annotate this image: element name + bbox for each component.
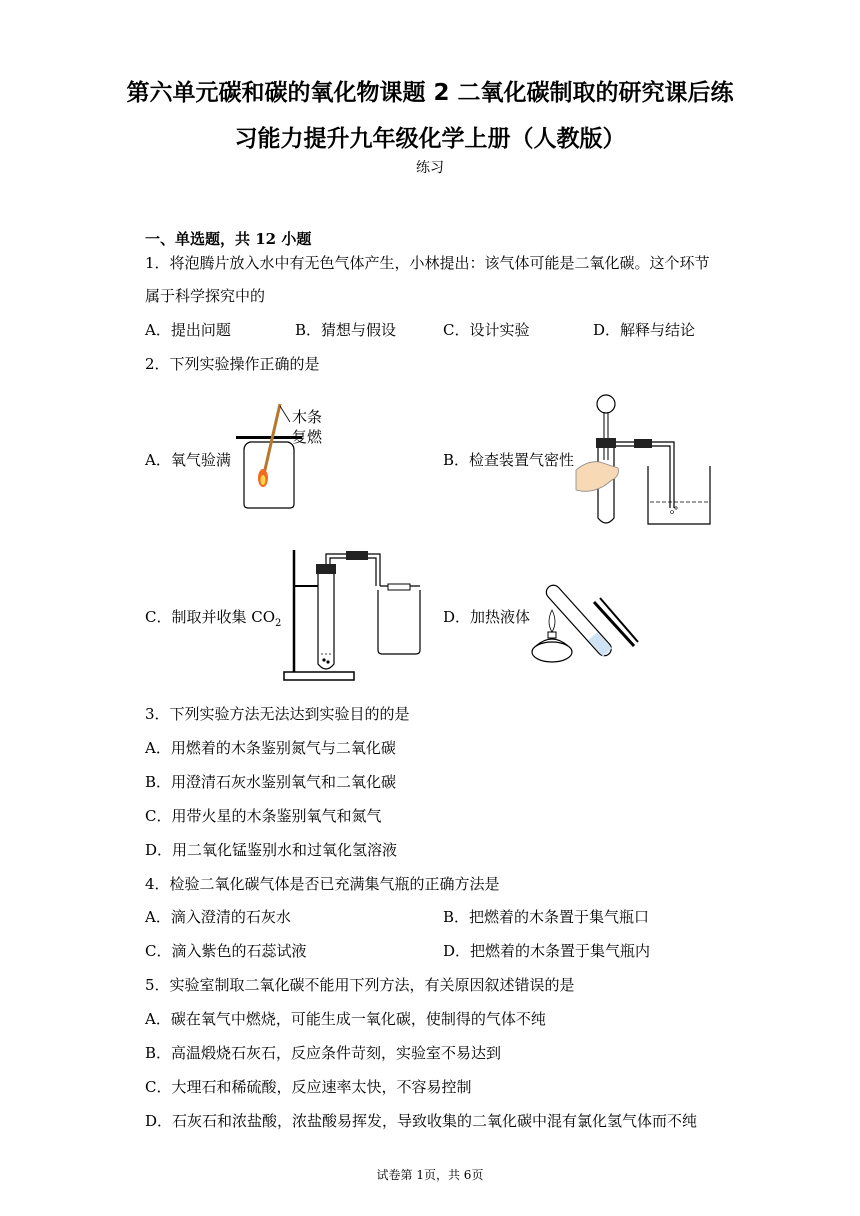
q3-option-a: A．用燃着的木条鉴别氮气与二氧化碳 <box>145 739 396 757</box>
oxygen-test-figure <box>234 402 334 514</box>
q1-option-d: D．解释与结论 <box>593 321 696 339</box>
section-heading: 一、单选题，共 12 小题 <box>145 230 312 248</box>
q2-option-c-text: C．制取并收集 CO <box>145 608 276 626</box>
q4-option-b: B．把燃着的木条置于集气瓶口 <box>443 908 650 926</box>
q4-option-c: C．滴入紫色的石蕊试液 <box>145 942 307 960</box>
heating-liquid-figure <box>522 566 644 670</box>
q5-option-a: A．碳在氧气中燃烧，可能生成一氧化碳，使制得的气体不纯 <box>145 1010 546 1028</box>
q1-option-c: C．设计实验 <box>443 321 530 339</box>
stick-label-line-1: 木条 <box>292 408 323 426</box>
title-line-2: 习能力提升九年级化学上册（人教版） <box>234 126 626 152</box>
q3-option-b: B．用澄清石灰水鉴别氧气和二氧化碳 <box>145 773 397 791</box>
q4-stem: 4．检验二氧化碳气体是否已充满集气瓶的正确方法是 <box>145 875 500 893</box>
stick-label-line-2: 复燃 <box>292 428 323 446</box>
q2-option-c <box>145 607 281 634</box>
document-title <box>100 70 760 162</box>
q1-stem-line-2: 属于科学探究中的 <box>145 287 266 305</box>
q5-option-b: B．高温煅烧石灰石，反应条件苛刻，实验室不易达到 <box>145 1044 502 1062</box>
page-footer: 试卷第 1页，共 6页 <box>376 1168 484 1182</box>
airtightness-figure <box>574 390 714 530</box>
q1-option-b: B．猜想与假设 <box>295 321 397 339</box>
q2-option-b: B．检查装置气密性 <box>443 451 575 469</box>
q4-option-d: D．把燃着的木条置于集气瓶内 <box>443 942 651 960</box>
q2-option-c-subscript: 2 <box>275 618 282 629</box>
q4-option-a: A．滴入澄清的石灰水 <box>145 908 291 926</box>
q3-stem: 3．下列实验方法无法达到实验目的的是 <box>145 705 410 723</box>
q1-stem-line-1: 1．将泡腾片放入水中有无色气体产生，小林提出：该气体可能是二氧化碳。这个环节 <box>145 254 710 272</box>
subtitle: 练习 <box>416 160 444 176</box>
q5-stem: 5．实验室制取二氧化碳不能用下列方法，有关原因叙述错误的是 <box>145 976 575 994</box>
q3-option-d: D．用二氧化锰鉴别水和过氧化氢溶液 <box>145 841 398 859</box>
q5-option-c: C．大理石和稀硫酸，反应速率太快，不容易控制 <box>145 1078 472 1096</box>
q3-option-c: C．用带火星的木条鉴别氧气和氮气 <box>145 807 382 825</box>
q2-option-a: A．氧气验满 <box>145 451 231 469</box>
q2-stem: 2．下列实验操作正确的是 <box>145 355 320 373</box>
q5-option-d: D．石灰石和浓盐酸，浓盐酸易挥发，导致收集的二氧化碳中混有氯化氢气体而不纯 <box>145 1112 698 1130</box>
title-line-1: 第六单元碳和碳的氧化物课题 2 二氧化碳制取的研究课后练 <box>126 80 734 106</box>
q1-option-a: A．提出问题 <box>145 321 231 339</box>
q2-option-d: D．加热液体 <box>443 608 531 626</box>
co2-apparatus-figure <box>280 546 425 684</box>
